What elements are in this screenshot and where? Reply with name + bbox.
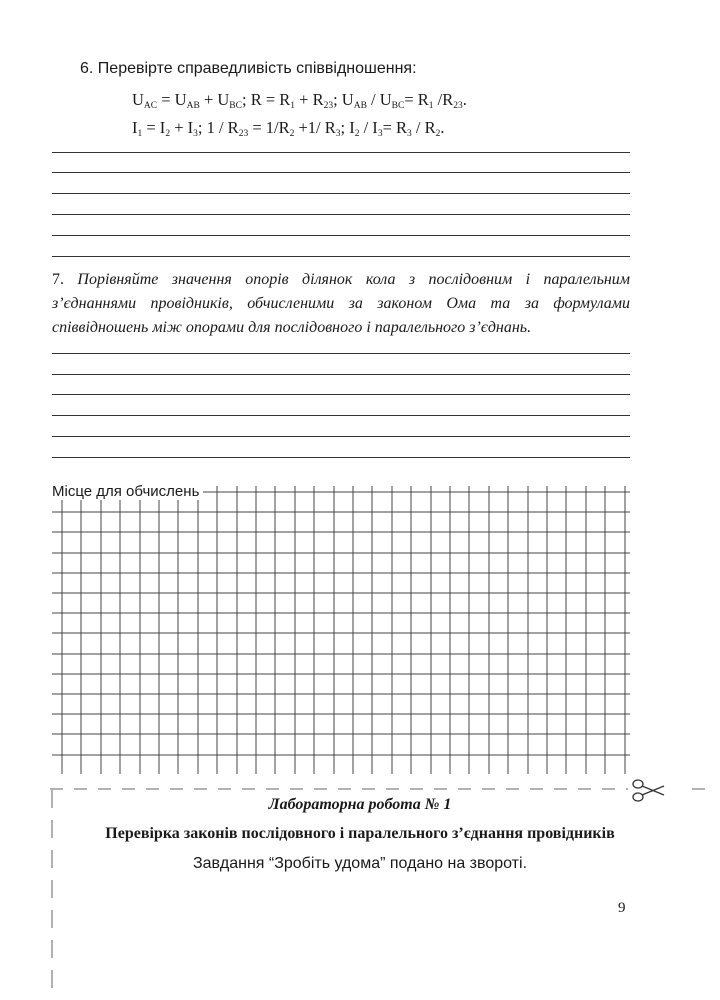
page-number: 9 [618, 900, 626, 916]
subscript: AB [353, 101, 367, 111]
calc-area-label: Місце для обчислень [52, 483, 203, 500]
task7-number: 7. [52, 271, 64, 288]
subscript: 1 [137, 129, 143, 139]
task7-question: Порівняйте значення опорів ділянок кола з послідовним і паралельним з’єднаннями провідників, обчисленими за законом Ома та за формулами співвідношень між опорами для послідовного і паралельного з’єднань. [52, 271, 631, 336]
subscript: 3 [335, 129, 341, 139]
task6-title: 6. Перевірте справедливість співвідношення: [80, 60, 417, 77]
subscript: AB [186, 101, 200, 111]
subscript: 3 [193, 129, 198, 139]
subscript: AC [143, 101, 158, 111]
subscript: 23 [238, 129, 249, 139]
subscript: BC [391, 101, 405, 111]
subscript: 23 [453, 101, 463, 111]
subscript: 1 [290, 101, 296, 111]
subscript: BC [229, 101, 242, 111]
lab-homework-note: Завдання “Зробіть удома” подано на звороті. [192, 855, 528, 872]
formula-line-1: $U_{AC} = U_{AB} + U_{BC}$; $R = R_1 + R_{23}$; $U_{AB} / U_{BC}= R_1$ $/R_{23}$. [132, 90, 467, 111]
subscript: 2 [354, 129, 360, 139]
lab-subtitle: Перевірка законів послідовного і паралельного з’єднання провідників [105, 825, 615, 842]
subscript: 1 [428, 101, 434, 111]
subscript: 3 [377, 129, 383, 139]
subscript: 2 [435, 129, 441, 139]
lab-title: Лабораторна робота № 1 [268, 796, 452, 813]
subscript: 2 [289, 129, 295, 139]
formula-line-2: $I_1 = I_2 + I_3$; $1 / R_{23} = 1/R_2 +1/$ $R_3$; $I_2 / I_3= R_3 / R_2$. [132, 118, 445, 139]
subscript: 3 [407, 129, 412, 139]
subscript: 2 [165, 129, 171, 139]
subscript: 23 [323, 101, 334, 111]
